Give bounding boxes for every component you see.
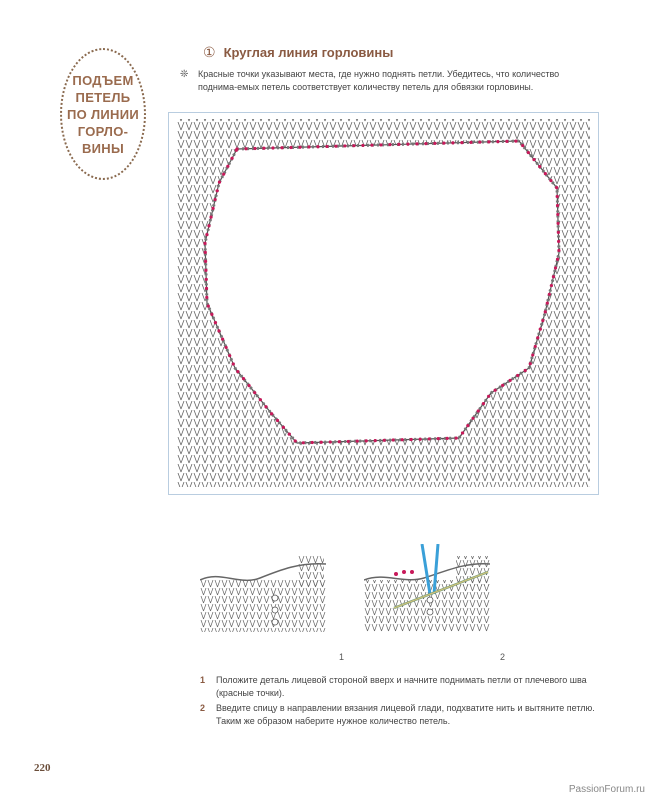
pickup-dot: [225, 346, 228, 349]
pickup-dot: [232, 362, 235, 365]
pickup-dot: [415, 142, 418, 145]
pickup-dot: [401, 438, 404, 441]
note-text: Красные точки указывают места, где нужно поднять петли. Убедитесь, что количество поднима-емых петель соответствует количеству петель для обвязки горловины.: [198, 69, 560, 92]
pickup-dot: [410, 438, 413, 441]
pickup-dot: [228, 354, 231, 357]
pickup-dot: [329, 440, 332, 443]
pickup-dot: [455, 436, 458, 439]
pickup-dot: [556, 258, 559, 261]
pickup-dot: [379, 143, 382, 146]
pickup-dot: [433, 142, 436, 145]
pickup-dot: [216, 189, 219, 192]
pickup-dot: [556, 222, 559, 225]
pickup-dot: [209, 215, 212, 218]
pickup-dot: [538, 165, 541, 168]
pickup-dot: [555, 186, 558, 189]
pickup-dot: [316, 145, 319, 148]
pickup-dot: [556, 204, 559, 207]
pickup-dot: [230, 157, 233, 160]
pickup-dot: [280, 146, 283, 149]
pickup-dot: [205, 233, 208, 236]
badge-line: ПЕТЕЛЬ: [75, 89, 131, 105]
pickup-dot: [218, 181, 221, 184]
pickup-dot: [529, 362, 532, 365]
knit-fabric-illustration: [169, 113, 598, 494]
pickup-dot: [469, 141, 472, 144]
pickup-dot: [361, 144, 364, 147]
pickup-dot: [487, 140, 490, 143]
pickup-dot: [343, 144, 346, 147]
pickup-dot: [541, 319, 544, 322]
pickup-dot: [446, 437, 449, 440]
pickup-dot: [211, 207, 214, 210]
section-badge: [60, 48, 146, 180]
pickup-dot: [527, 151, 530, 154]
pickup-dot: [544, 172, 547, 175]
pickup-dot: [549, 179, 552, 182]
neckline-diagram: [168, 112, 599, 495]
pickup-dot: [302, 441, 305, 444]
pickup-dot: [556, 195, 559, 198]
pickup-dot: [288, 433, 291, 436]
pickup-dot: [253, 391, 256, 394]
section-heading: [203, 44, 393, 61]
pickup-dot: [334, 145, 337, 148]
figure-1: [200, 556, 326, 637]
pickup-dot: [210, 313, 213, 316]
pickup-dot: [539, 328, 542, 331]
pickup-dot: [406, 143, 409, 146]
pickup-dot: [356, 440, 359, 443]
pickup-dot: [532, 158, 535, 161]
pickup-dot: [505, 140, 508, 143]
pickup-dot: [557, 231, 560, 234]
page-number: 220: [34, 762, 51, 774]
watermark: PassionForum.ru: [568, 784, 645, 795]
pickup-dot: [478, 141, 481, 144]
pickup-dot: [205, 287, 208, 290]
pickup-dot: [338, 440, 341, 443]
pickup-dot: [388, 143, 391, 146]
pickup-dot: [205, 296, 208, 299]
knit-swatch-illustration-2: [364, 544, 490, 632]
pickup-dot: [392, 438, 395, 441]
pickup-dot: [222, 173, 225, 176]
pickup-dot: [207, 224, 210, 227]
pickup-dot: [244, 147, 247, 150]
knit-swatch-illustration-1: [200, 556, 326, 632]
heading-title: Круглая линия горловины: [223, 45, 394, 60]
pickup-dot: [242, 377, 245, 380]
pickup-dot: [451, 141, 454, 144]
pickup-dot: [374, 439, 377, 442]
pickup-dot: [370, 144, 373, 147]
asterisk-icon: ❊: [180, 69, 189, 80]
pickup-dot: [548, 293, 551, 296]
figure-2: [364, 544, 490, 637]
pickup-dot: [550, 284, 553, 287]
step-text: Положите деталь лицевой стороной вверх и начните поднимать петли от плечевого шва (красные точки).: [216, 675, 587, 698]
pickup-dot: [514, 139, 517, 142]
pickup-dot: [477, 409, 480, 412]
pickup-dot: [221, 338, 224, 341]
pickup-dot: [282, 426, 285, 429]
badge-line: ПО ЛИНИИ: [66, 106, 139, 122]
pickup-dot: [482, 402, 485, 405]
badge-line: ГОРЛО-: [77, 123, 129, 139]
pickup-dot: [531, 353, 534, 356]
badge-line: ПОДЪЕМ: [72, 72, 134, 88]
steps-list: [200, 674, 600, 730]
pickup-dot: [397, 143, 400, 146]
step-text: Введите спицу в направлении вязания лицевой глади, подхватите нить и вытяните петлю. Таким же образом наберите нужное количество петель.: [216, 703, 595, 726]
heading-number: ①: [203, 44, 216, 60]
figure-1-label: 1: [339, 652, 345, 662]
pickup-dot: [501, 384, 504, 387]
pickup-dot: [270, 412, 273, 415]
pickup-dot: [509, 379, 512, 382]
pickup-dot: [466, 424, 469, 427]
pickup-dot: [442, 142, 445, 145]
pickup-dot: [383, 439, 386, 442]
pickup-dot: [248, 384, 251, 387]
pickup-dot: [262, 147, 265, 150]
pickup-dot: [259, 398, 262, 401]
pickup-dot: [419, 438, 422, 441]
pickup-dot: [352, 144, 355, 147]
pickup-dot: [298, 146, 301, 149]
pickup-dot: [461, 431, 464, 434]
pickup-dot: [424, 142, 427, 145]
pickup-dot: [496, 140, 499, 143]
pickup-dot: [271, 146, 274, 149]
pickup-dot: [437, 437, 440, 440]
pickup-dot: [294, 439, 297, 442]
pickup-dot: [554, 266, 557, 269]
note: [180, 68, 600, 94]
pickup-dot: [226, 165, 229, 168]
pickup-dot: [217, 329, 220, 332]
pickup-dot: [204, 251, 207, 254]
pickup-dot: [521, 144, 524, 147]
pickup-dot: [544, 310, 547, 313]
pickup-dot: [320, 441, 323, 444]
step-item: [200, 702, 600, 728]
pickup-dot: [536, 336, 539, 339]
pickup-dot: [325, 145, 328, 148]
pickup-dot: [204, 260, 207, 263]
pickup-dot: [534, 345, 537, 348]
pickup-dot: [365, 439, 368, 442]
pickup-dot: [516, 374, 519, 377]
pickup-dot: [205, 278, 208, 281]
badge-line: ВИНЫ: [81, 140, 125, 156]
pickup-dot: [307, 145, 310, 148]
pickup-dot: [428, 437, 431, 440]
pickup-dot: [557, 249, 560, 252]
step-number: 1: [200, 675, 206, 685]
pickup-dot: [471, 417, 474, 420]
pickup-dot: [204, 269, 207, 272]
pickup-dot: [214, 321, 217, 324]
pickup-dot: [557, 240, 560, 243]
step-number: 2: [200, 703, 206, 713]
pickup-dot: [264, 405, 267, 408]
pickup-dot: [487, 395, 490, 398]
pickup-dot: [546, 301, 549, 304]
figure-2-label: 2: [500, 652, 506, 662]
step-item: [200, 674, 600, 700]
pickup-dot: [524, 369, 527, 372]
pickup-dot: [203, 242, 206, 245]
pickup-dot: [236, 370, 239, 373]
pickup-dot: [235, 149, 238, 152]
pickup-dot: [207, 304, 210, 307]
pickup-dot: [460, 141, 463, 144]
pickup-dot: [276, 419, 279, 422]
pickup-dot: [311, 441, 314, 444]
pickup-dot: [289, 146, 292, 149]
pickup-dot: [552, 275, 555, 278]
pickup-dot: [253, 147, 256, 150]
pickup-dot: [347, 440, 350, 443]
pickup-dot: [494, 389, 497, 392]
pickup-dot: [556, 213, 559, 216]
pickup-dot: [214, 198, 217, 201]
